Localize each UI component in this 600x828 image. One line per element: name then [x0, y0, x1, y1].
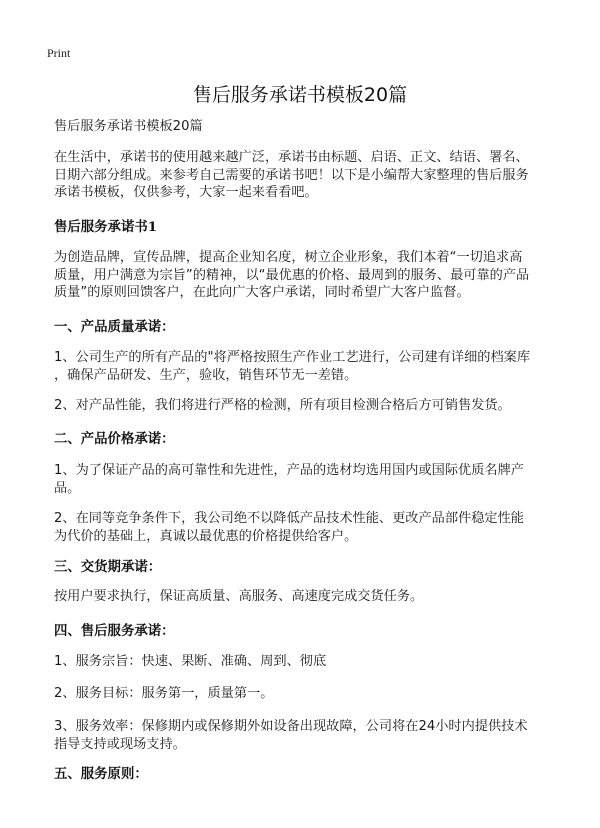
after-sales-heading: 四、售后服务承诺： — [54, 623, 175, 639]
price-item-1 — [54, 462, 546, 497]
price-item-2 — [54, 510, 546, 545]
document-subtitle: 售后服务承诺书模板20篇 — [54, 119, 203, 134]
print-label[interactable]: Print — [47, 46, 71, 60]
paragraph-line: ，确保产品研发、生产，验收，销售环节无一差错。 — [54, 367, 358, 383]
paragraph-line: 品。 — [54, 480, 81, 496]
after-sales-item-1: 1、服务宗旨：快速、果断、准确、周到、彻底 — [54, 654, 327, 669]
paragraph-line: 指导支持或现场支持。 — [54, 736, 186, 752]
price-heading: 二、产品价格承诺： — [54, 431, 175, 447]
document-title: 售后服务承诺书模板20篇 — [192, 84, 408, 106]
after-sales-item-2: 2、服务目标：服务第一，质量第一。 — [54, 686, 274, 701]
delivery-heading: 三、交货期承诺： — [54, 559, 162, 575]
paragraph-line: 质量，用户满意为宗旨”的精神，以“最优惠的价格、最周到的服务、最可靠的产品 — [54, 267, 530, 283]
quality-heading: 一、产品质量承诺： — [54, 319, 175, 335]
intro-line: 在生活中，承诺书的使用越来越广泛，承诺书由标题、启语、正文、结语、署名、 — [54, 150, 529, 165]
paragraph-line: 质量”的原则回馈客户，在此向广大客户承诺，同时希望广大客户监督。 — [54, 285, 470, 300]
delivery-text: 按用户要求执行，保证高质量、高服务、高速度完成交货任务。 — [54, 589, 424, 604]
principles-heading: 五、服务原则： — [54, 766, 148, 782]
section-heading: 售后服务承诺书1 — [54, 219, 158, 235]
intro-paragraph — [54, 149, 546, 202]
after-sales-item-3 — [54, 718, 546, 753]
intro-line: 日期六部分组成。来参考自己需要的承诺书吧！以下是小编帮大家整理的售后服务 — [54, 167, 529, 183]
intro-line: 承诺书模板，仅供参考，大家一起来看看吧。 — [54, 185, 318, 200]
paragraph-line: 为创造品牌，宣传品牌，提高企业知名度，树立企业形象，我们本着“一切追求高 — [54, 250, 523, 265]
paragraph-line: 2、在同等竞争条件下，我公司绝不以降低产品技术性能、更改产品部件稳定性能 — [54, 511, 524, 526]
section-intro-paragraph — [54, 249, 546, 302]
quality-item-2: 2、对产品性能，我们将进行严格的检测，所有项目检测合格后方可销售发货。 — [54, 398, 511, 413]
paragraph-line: 1、公司生产的所有产品的"将严格按照生产作业工艺进行，公司建有详细的档案库 — [54, 350, 531, 365]
quality-item-1 — [54, 349, 546, 384]
paragraph-line: 3、服务效率：保修期内或保修期外如设备出现故障，公司将在24小时内提供技术 — [54, 719, 528, 734]
paragraph-line: 为代价的基础上，真诚以最优惠的价格提供给客户。 — [54, 528, 358, 544]
paragraph-line: 1、为了保证产品的高可靠性和先进性，产品的选材均选用国内或国际优质名牌产 — [54, 463, 524, 478]
